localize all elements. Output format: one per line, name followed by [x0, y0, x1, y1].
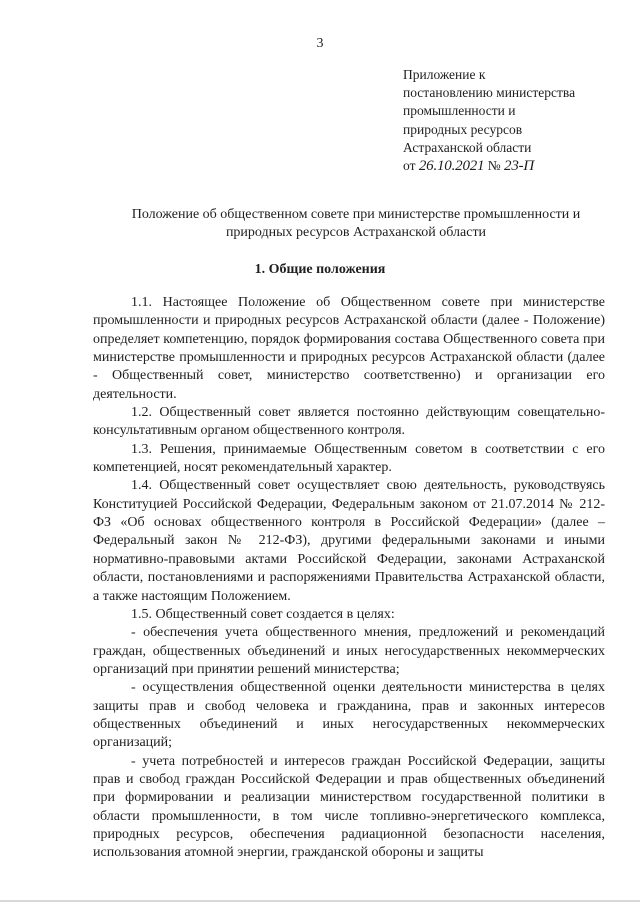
document-title — [96, 206, 616, 242]
paragraph-1-2: 1.2. Общественный совет является постоянно действующим совещательно-консультативным органом общественного контроля. — [93, 405, 605, 439]
body-text — [93, 294, 605, 863]
appendix-line: Астраханской области — [403, 139, 532, 155]
section-heading: 1. Общие положения — [254, 262, 386, 277]
list-item: - обеспечения учета общественного мнения, предложений и рекомендаций граждан, общественных объединений и иных негосударственных некоммерческих организаций при принятии решений министерства; — [93, 625, 605, 677]
title-line: Положение об общественном совете при министерстве промышленности и — [131, 207, 581, 222]
paragraph-1-4: 1.4. Общественный совет осуществляет свою деятельность, руководствуясь Конституцией Российской Федерации, Федеральным законом от 21.07.2014 № 212-ФЗ «Об основах общественного контроля в Российской Федерации» (далее – Федеральный закон № 212-ФЗ), другими федеральными законами и иными нормативно-правовыми актами Российской Федерации, законами Астраханской области, постановлениями и распоряжениями Правительства Астраханской области, а также настоящим Положением. — [93, 478, 605, 604]
appendix-line: природных ресурсов — [403, 121, 523, 137]
appendix-date-line — [403, 157, 575, 175]
handwritten-number: 23-П — [504, 158, 535, 175]
scan-edge — [0, 900, 640, 902]
appendix-line: Приложение к — [403, 67, 486, 82]
date-prefix: от — [403, 158, 416, 174]
appendix-line: постановлению министерства — [403, 85, 576, 101]
list-item: - осуществления общественной оценки деятельности министерства в целях защиты прав и свобод человека и гражданина, прав и законных интересов общественных объединений и иных негосударственных некоммерческих организаций; — [93, 680, 605, 751]
paragraph-1-5: 1.5. Общественный совет создается в целях: — [131, 606, 395, 622]
appendix-line: промышленности и — [403, 103, 516, 119]
paragraph-1-1: 1.1. Настоящее Положение об Общественном совете при министерстве промышленности и природных ресурсов Астраханской области (далее - Положение) определяет компетенцию, порядок формирования состава Общественного совета при министерстве промышленности и природных ресурсов Астраханской области (далее - Общественный совет, министерство соответственно) и организации его деятельности. — [93, 295, 605, 402]
paragraph-1-3: 1.3. Решения, принимаемые Общественным советом в соответствии с его компетенцией, носят рекомендательный характер. — [93, 441, 605, 476]
page-number: 3 — [316, 36, 324, 51]
handwritten-date: 26.10.2021 — [418, 158, 485, 175]
list-item: - учета потребностей и интересов граждан Российской Федерации, защиты прав и свобод граждан Российской Федерации и прав общественных объединений при формировании и реализации министерством государственной политики в области промышленности, в том числе топливно-энергетического комплекса, природных ресурсов, обеспечения радиационной безопасности населения, использования атомной энергии, гражданской обороны и защиты — [93, 753, 605, 861]
appendix-block — [403, 66, 575, 175]
title-line: природных ресурсов Астраханской области — [225, 225, 487, 240]
number-prefix: № — [487, 158, 501, 174]
